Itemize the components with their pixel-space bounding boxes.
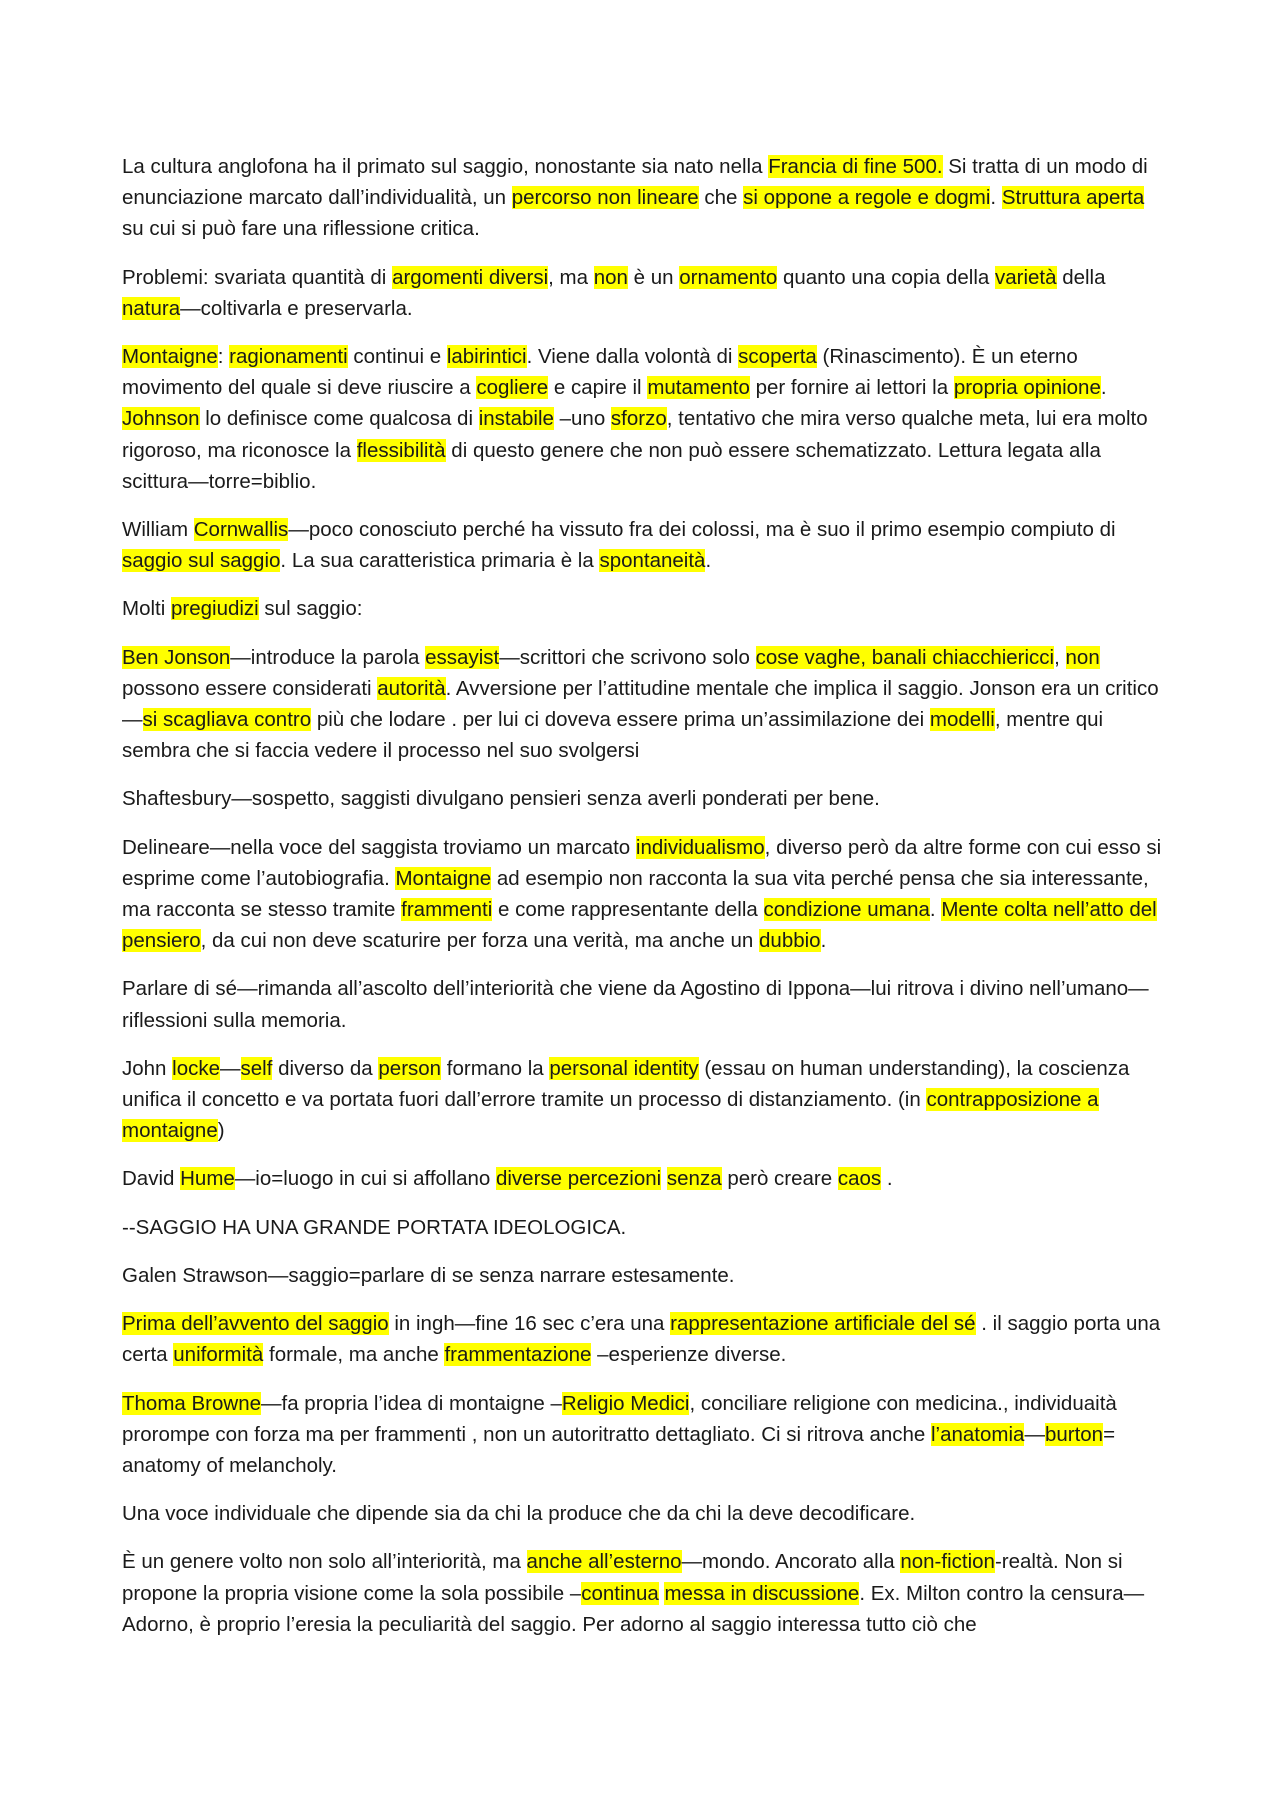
paragraph bbox=[122, 783, 1167, 814]
text-run: lo definisce come qualcosa di bbox=[199, 407, 479, 431]
paragraph bbox=[122, 151, 1167, 245]
highlighted-text: Prima dell’avvento del saggio bbox=[122, 1312, 389, 1336]
text-run: , tentativo che mira verso qualche meta, lui era molto rigoroso, ma riconosce la bbox=[122, 407, 1148, 462]
highlighted-text: diverse percezioni bbox=[495, 1167, 662, 1191]
highlighted-text: condizione umana bbox=[763, 898, 930, 922]
highlighted-text: essayist bbox=[425, 645, 500, 669]
text-run: , diverso però da altre forme con cui esso si esprime come l’autobiografia. bbox=[122, 835, 1162, 890]
highlighted-text: continua bbox=[581, 1581, 659, 1605]
highlighted-text: Johnson bbox=[122, 407, 200, 431]
paragraph bbox=[122, 262, 1167, 324]
text-run: . Ex. Milton contro la censura—Adorno, è proprio l’eresia la peculiarità del saggio. Per adorno al saggio interessa tutto ciò che bbox=[122, 1581, 1145, 1636]
text-run: , ma bbox=[548, 265, 594, 289]
text-run: Molti bbox=[122, 597, 171, 621]
text-run: quanto una copia della bbox=[777, 265, 995, 289]
highlighted-text: mutamento bbox=[647, 376, 750, 400]
text-run: formale, ma anche bbox=[263, 1343, 445, 1367]
highlighted-text: Thoma Browne bbox=[122, 1391, 262, 1415]
text-run: , bbox=[1054, 645, 1066, 669]
paragraph bbox=[122, 1498, 1167, 1529]
paragraph bbox=[122, 1546, 1167, 1640]
document-page bbox=[122, 151, 1167, 1657]
text-run: —poco conosciuto perché ha vissuto fra dei colossi, ma è suo il primo esempio compiuto di bbox=[288, 518, 1116, 542]
text-run: Si tratta di un modo di enunciazione marcato dall’individualità, un bbox=[122, 155, 1148, 210]
highlighted-text: caos bbox=[837, 1167, 882, 1191]
highlighted-text: Montaigne bbox=[122, 345, 218, 369]
highlighted-text: saggio sul saggio bbox=[122, 549, 281, 573]
highlighted-text: burton bbox=[1044, 1422, 1104, 1446]
highlighted-text: argomenti diversi bbox=[392, 265, 549, 289]
highlighted-text: non bbox=[1065, 645, 1100, 669]
paragraph bbox=[122, 1163, 1167, 1194]
text-run: è un bbox=[627, 265, 680, 289]
text-run: su cui si può fare una riflessione critica. bbox=[122, 217, 480, 241]
highlighted-text: contrapposizione a montaigne bbox=[122, 1088, 1099, 1143]
text-run: , da cui non deve scaturire per forza una verità, ma anche un bbox=[200, 929, 760, 953]
text-run: più che lodare . per lui ci doveva essere prima un’assimilazione dei bbox=[311, 708, 930, 732]
text-run: . il saggio porta una certa bbox=[122, 1312, 1161, 1367]
highlighted-text: locke bbox=[172, 1056, 221, 1080]
highlighted-text: person bbox=[378, 1056, 442, 1080]
highlighted-text: modelli bbox=[929, 708, 995, 732]
text-run: . bbox=[705, 549, 712, 573]
text-run: : bbox=[217, 345, 230, 369]
text-run: — bbox=[1024, 1422, 1045, 1446]
highlighted-text: natura bbox=[122, 296, 181, 320]
text-run: . bbox=[1100, 376, 1107, 400]
text-run: , mentre qui sembra che si faccia vedere il processo nel suo svolgersi bbox=[122, 708, 1104, 763]
text-run: e come rappresentante della bbox=[492, 898, 764, 922]
text-run: Parlare di sé—rimanda all’ascolto dell’interiorità che viene da Agostino di Ippona—lui ritrova i divino nell’umano—riflessioni sulla memoria. bbox=[122, 977, 1149, 1032]
text-run: –esperienze diverse. bbox=[591, 1343, 787, 1367]
text-run: La cultura anglofona ha il primato sul saggio, nonostante sia nato nella bbox=[122, 155, 769, 178]
text-run: in ingh—fine 16 sec c’era una bbox=[388, 1312, 671, 1336]
highlighted-text: uniformità bbox=[173, 1343, 264, 1367]
highlighted-text: instabile bbox=[478, 407, 554, 431]
highlighted-text: scoperta bbox=[738, 345, 817, 369]
text-run: . bbox=[990, 186, 1002, 210]
highlighted-text: propria opinione bbox=[953, 376, 1101, 400]
highlighted-text: anche all’esterno bbox=[526, 1550, 682, 1574]
highlighted-text: frammenti bbox=[401, 898, 493, 922]
highlighted-text: non bbox=[593, 265, 628, 289]
highlighted-text: si oppone a regole e dogmi bbox=[743, 186, 991, 210]
text-run: —scrittori che scrivono solo bbox=[499, 645, 756, 669]
text-run: William bbox=[122, 518, 194, 542]
highlighted-text: dubbio bbox=[759, 929, 821, 953]
text-run: –uno bbox=[553, 407, 611, 431]
highlighted-text: cogliere bbox=[476, 376, 549, 400]
text-run: , conciliare religione con medicina., individuaità prorompe con forza ma per frammenti , non un autoritratto dettagliato. Ci si ritrova anche bbox=[122, 1391, 1117, 1446]
paragraph bbox=[122, 514, 1167, 576]
paragraph bbox=[122, 1053, 1167, 1147]
highlighted-text: sforzo bbox=[610, 407, 667, 431]
text-run: (essau on human understanding), la coscienza unifica il concetto e va portata fuori dall’errore tramite un processo di distanziamento. (in bbox=[122, 1056, 1130, 1112]
highlighted-text: non-fiction bbox=[900, 1550, 995, 1574]
text-run: . bbox=[820, 929, 827, 953]
paragraph bbox=[122, 341, 1167, 497]
highlighted-text: Struttura aperta bbox=[1001, 186, 1145, 210]
text-run: Una voce individuale che dipende sia da chi la produce che da chi la deve decodificare. bbox=[122, 1502, 916, 1526]
text-run: — bbox=[220, 1056, 241, 1080]
text-run: —fa propria l’idea di montaigne – bbox=[261, 1391, 562, 1415]
text-run: David bbox=[122, 1167, 181, 1191]
text-run: John bbox=[122, 1056, 173, 1080]
text-run: continui e bbox=[347, 345, 447, 369]
text-run: Problemi: svariata quantità di bbox=[122, 265, 393, 289]
text-run: possono essere considerati bbox=[122, 676, 378, 700]
highlighted-text: self bbox=[240, 1056, 273, 1080]
text-run: della bbox=[1056, 265, 1106, 289]
text-run: -realtà. Non si propone la propria visione come la sola possibile – bbox=[122, 1550, 1123, 1605]
text-run: però creare bbox=[721, 1167, 838, 1191]
highlighted-text: l’anatomia bbox=[931, 1422, 1025, 1446]
text-run: . La sua caratteristica primaria è la bbox=[280, 549, 600, 573]
highlighted-text: varietà bbox=[994, 265, 1057, 289]
highlighted-text: individualismo bbox=[635, 835, 765, 859]
text-run: —coltivarla e preservarla. bbox=[180, 296, 413, 320]
highlighted-text: pregiudizi bbox=[170, 597, 259, 621]
text-run: —introduce la parola bbox=[230, 645, 426, 669]
highlighted-text: flessibilità bbox=[356, 438, 446, 462]
text-run: Shaftesbury—sospetto, saggisti divulgano pensieri senza averli ponderati per bene. bbox=[122, 787, 880, 811]
highlighted-text: Montaigne bbox=[395, 866, 492, 890]
paragraph bbox=[122, 642, 1167, 767]
highlighted-text: ornamento bbox=[679, 265, 778, 289]
text-run: --SAGGIO HA UNA GRANDE PORTATA IDEOLOGICA. bbox=[122, 1215, 627, 1239]
highlighted-text: labirintici bbox=[446, 345, 527, 369]
text-run: ) bbox=[217, 1119, 225, 1143]
paragraph bbox=[122, 1260, 1167, 1291]
highlighted-text: Ben Jonson bbox=[122, 645, 231, 669]
text-run: . Viene dalla volontà di bbox=[526, 345, 739, 369]
text-run: diverso da bbox=[272, 1056, 379, 1080]
highlighted-text: personal identity bbox=[549, 1056, 699, 1080]
highlighted-text: Religio Medici bbox=[561, 1391, 690, 1415]
text-run: e capire il bbox=[548, 376, 648, 400]
highlighted-text: percorso non lineare bbox=[511, 186, 699, 210]
text-run: . bbox=[929, 898, 942, 922]
text-run: ad esempio non racconta la sua vita perché pensa che sia interessante, ma racconta se stesso tramite bbox=[122, 866, 1149, 922]
text-run: —io=luogo in cui si affollano bbox=[234, 1167, 496, 1191]
text-run: per fornire ai lettori la bbox=[749, 376, 954, 400]
text-run: —mondo. Ancorato alla bbox=[681, 1550, 901, 1574]
text-run: Galen Strawson—saggio=parlare di se senza narrare estesamente. bbox=[122, 1263, 735, 1287]
highlighted-text: rappresentazione artificiale del sé bbox=[670, 1312, 976, 1336]
text-run: Delineare—nella voce del saggista troviamo un marcato bbox=[122, 835, 636, 859]
highlighted-text: messa in discussione bbox=[664, 1581, 860, 1605]
highlighted-text: Hume bbox=[180, 1167, 235, 1191]
highlighted-text: autorità bbox=[377, 676, 446, 700]
paragraph bbox=[122, 832, 1167, 957]
text-run: di questo genere che non può essere schematizzato. Lettura legata alla scittura—torre=biblio. bbox=[122, 438, 1101, 493]
highlighted-text: Mente colta nell’atto del pensiero bbox=[122, 898, 1157, 953]
paragraph bbox=[122, 1212, 1167, 1243]
text-run: che bbox=[698, 186, 744, 210]
paragraph bbox=[122, 1388, 1167, 1482]
paragraph bbox=[122, 1308, 1167, 1370]
highlighted-text: ragionamenti bbox=[229, 345, 348, 369]
text-run: formano la bbox=[441, 1056, 550, 1080]
highlighted-text: Francia di fine 500. bbox=[768, 155, 943, 178]
paragraph bbox=[122, 593, 1167, 624]
text-run: = anatomy of melancholy. bbox=[122, 1422, 1116, 1477]
highlighted-text: senza bbox=[666, 1167, 722, 1191]
text-run: . Avversione per l’attitudine mentale che implica il saggio. Jonson era un critico— bbox=[122, 676, 1159, 732]
text-run: È un genere volto non solo all’interiorità, ma bbox=[122, 1550, 527, 1574]
highlighted-text: cose vaghe, banali chiacchiericci bbox=[755, 645, 1055, 669]
paragraph bbox=[122, 973, 1167, 1035]
highlighted-text: spontaneità bbox=[599, 549, 706, 573]
highlighted-text: si scagliava contro bbox=[142, 708, 312, 732]
text-run: sul saggio: bbox=[258, 597, 363, 621]
highlighted-text: Cornwallis bbox=[193, 518, 289, 542]
text-run: . bbox=[881, 1167, 893, 1191]
highlighted-text: frammentazione bbox=[444, 1343, 592, 1367]
text-run: (Rinascimento). È un eterno movimento del quale si deve riuscire a bbox=[122, 345, 1078, 400]
